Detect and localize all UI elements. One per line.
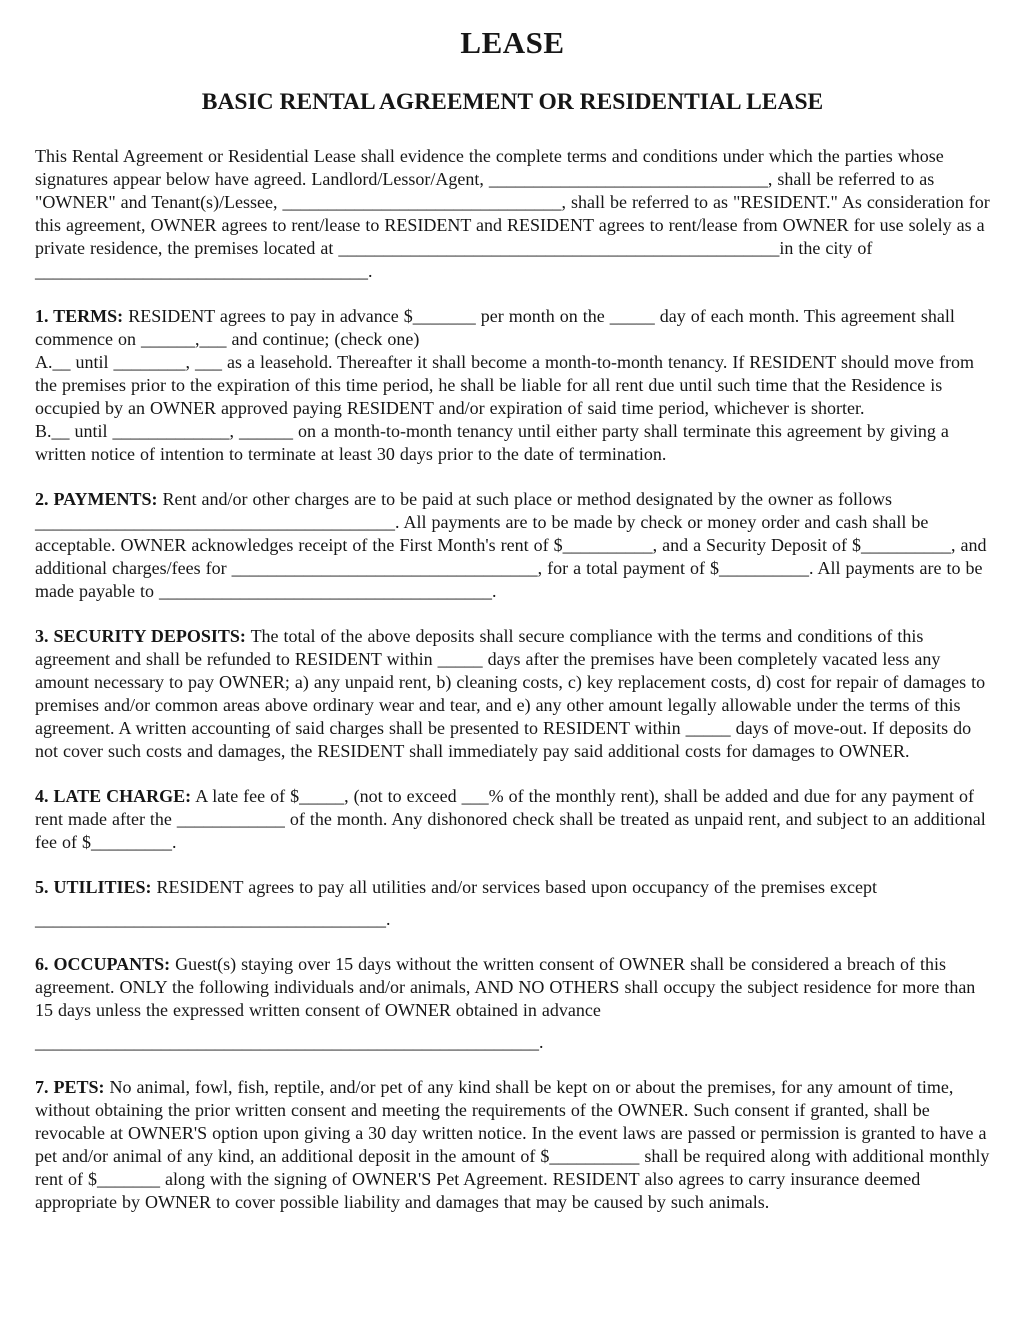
section-heading-pets: 7. PETS: <box>35 1077 105 1097</box>
clause-a-paragraph: A.__ until ________, ___ as a leasehold. Thereafter it shall become a month-to-month tenancy. If RESIDENT should move from the premises prior to the expiration of this time period, he shall be liable for all rent due until such time that the Residence is occupied by an OWNER approved paying RESIDENT and/or expiration of said time period, whichever is shorter. <box>35 352 974 418</box>
paragraph <box>35 488 990 603</box>
section-heading-terms: 1. TERMS: <box>35 306 124 326</box>
fill-in-blank-line: ________________________________________________________. <box>35 1032 544 1052</box>
section-text: No animal, fowl, fish, reptile, and/or pet of any kind shall be kept on or about the premises, for any amount of time, without obtaining the prior written consent and meeting the requirements of the OWNER. Such consent if granted, shall be revocable at OWNER'S option upon giving a 30 day written notice. In the event laws are passed or permission is granted to have a pet and/or animal of any kind, an additional deposit in the amount of $__________ shall be required along with additional monthly rent of $_______ along with the signing of OWNER'S Pet Agreement. RESIDENT also agrees to carry insurance deemed appropriate by OWNER to cover possible liability and damages that may be caused by such animals. <box>35 1077 990 1212</box>
section-heading-security-deposits: 3. SECURITY DEPOSITS: <box>35 626 246 646</box>
section-heading-occupants: 6. OCCUPANTS: <box>35 954 171 974</box>
section-text: A late fee of $_____, (not to exceed ___% of the monthly rent), shall be added and due for any payment of rent made after the ____________ of the month. Any dishonored check shall be treated as unpaid rent, and subject to an additional fee of $_________. <box>35 786 986 852</box>
section-late-charge <box>35 785 990 854</box>
section-heading-utilities: 5. UTILITIES: <box>35 877 152 897</box>
paragraph <box>35 876 990 899</box>
intro-paragraph: This Rental Agreement or Residential Lease shall evidence the complete terms and conditions under which the parties whose signatures appear below have agreed. Landlord/Lessor/Agent, _______________________________, shall be referred to as "OWNER" and Tenant(s)/Lessee, _______________________________, shall be referred to as "RESIDENT." As consideration for this agreement, OWNER agrees to rent/lease to RESIDENT and RESIDENT agrees to rent/lease from OWNER for use solely as a private residence, the premises located at _________________________________________________in the city of _____________________________________. <box>35 146 990 281</box>
section-security-deposits <box>35 625 990 763</box>
section-payments <box>35 488 990 603</box>
section-utilities <box>35 876 990 931</box>
section-occupants <box>35 953 990 1054</box>
paragraph <box>35 953 990 1022</box>
section-text: The total of the above deposits shall secure compliance with the terms and conditions of this agreement and shall be refunded to RESIDENT within _____ days after the premises have been completely vacated less any amount necessary to pay OWNER; a) any unpaid rent, b) cleaning costs, c) key replacement costs, d) cost for repair of damages to premises and/or common areas above ordinary wear and tear, and e) any other amount legally allowable under the terms of this agreement. A written accounting of said charges shall be presented to RESIDENT within _____ days of move-out. If deposits do not cover such costs and damages, the RESIDENT shall immediately pay said additional costs for damages to OWNER. <box>35 626 986 761</box>
section-text: RESIDENT agrees to pay in advance $_______ per month on the _____ day of each month. This agreement shall commence on ______,___ and continue; (check one) <box>35 306 955 349</box>
section-text: Rent and/or other charges are to be paid at such place or method designated by the owner as follows ________________________________________. All payments are to be made by check or money order and cash shall be acceptable. OWNER acknowledges receipt of the First Month's rent of $__________, and a Security Deposit of $__________, and additional charges/fees for __________________________________, for a total payment of $__________. All payments are to be made payable to _____________________________________. <box>35 489 987 601</box>
section-heading-late-charge: 4. LATE CHARGE: <box>35 786 192 806</box>
fill-in-blank-line: _______________________________________. <box>35 909 391 929</box>
paragraph <box>35 785 990 854</box>
section-pets <box>35 1076 990 1214</box>
section-heading-payments: 2. PAYMENTS: <box>35 489 158 509</box>
paragraph <box>35 305 990 351</box>
paragraph <box>35 625 990 763</box>
document-title: LEASE <box>460 25 565 60</box>
section-terms <box>35 305 990 466</box>
clause-b-paragraph: B.__ until _____________, ______ on a month-to-month tenancy until either party shall terminate this agreement by giving a written notice of intention to terminate at least 30 days prior to the date of termination. <box>35 421 949 464</box>
section-text: RESIDENT agrees to pay all utilities and/or services based upon occupancy of the premises except <box>151 877 877 897</box>
document-subtitle: BASIC RENTAL AGREEMENT OR RESIDENTIAL LEASE <box>201 89 824 115</box>
section-text: Guest(s) staying over 15 days without the written consent of OWNER shall be considered a breach of this agreement. ONLY the following individuals and/or animals, AND NO OTHERS shall occupy the subject residence for more than 15 days unless the expressed written consent of OWNER obtained in advance <box>35 954 976 1020</box>
paragraph <box>35 1076 990 1214</box>
